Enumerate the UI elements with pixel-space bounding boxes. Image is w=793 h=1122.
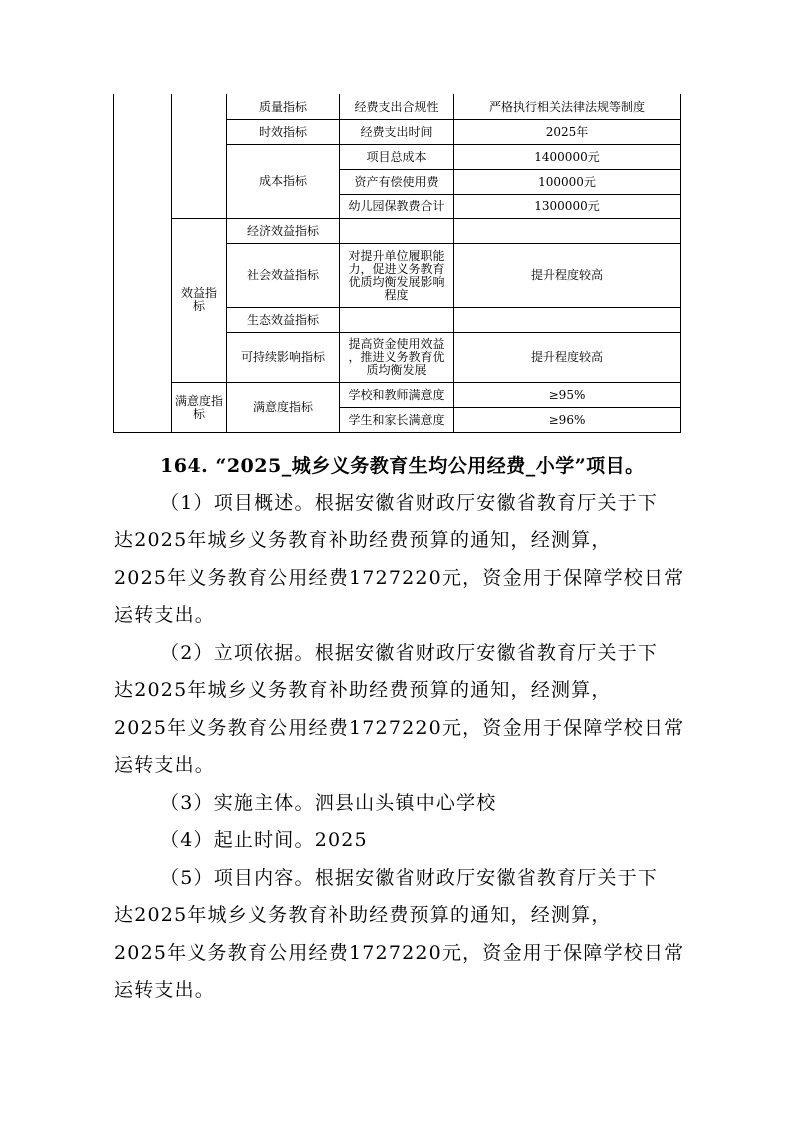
value-total-cost: 1400000元 <box>534 149 600 164</box>
sub-indicator-kindergarten-fee: 幼儿园保教费合计 <box>348 199 445 213</box>
indicator-economic: 经济效益指标 <box>246 223 319 238</box>
paragraph-line: 达2025年城乡义务教育补助经费预算的通知，经测算， <box>114 679 612 701</box>
paragraph-line: 2025年义务教育公用经费1727220元，资金用于保障学校日常 <box>114 717 685 739</box>
sub-indicator-economic <box>340 219 453 243</box>
value-ecological <box>454 308 680 332</box>
value-parent-satisfaction: ≥96% <box>548 412 586 427</box>
indicator-timeliness: 时效指标 <box>258 124 307 139</box>
value-teacher-satisfaction: ≥95% <box>548 387 586 402</box>
paragraph-line: 运转支出。 <box>114 604 216 626</box>
value-economic <box>454 219 680 243</box>
sub-indicator-teacher-satisfaction: 学校和教师满意度 <box>348 387 445 402</box>
value-kindergarten-fee: 1300000元 <box>534 199 600 213</box>
indicator-social: 社会效益指标 <box>246 268 319 282</box>
value-asset-fee: 100000元 <box>538 174 596 189</box>
sub-indicator-social-line: 力，促进义务教育 <box>348 261 445 276</box>
category-efficiency: 效益指标 <box>180 286 217 313</box>
sub-indicator-social-line: 优质均衡发展影响 <box>348 274 445 289</box>
value-social: 提升程度较高 <box>530 268 603 282</box>
indicator-satisfaction: 满意度指标 <box>252 400 313 414</box>
paragraph-line: （3）实施主体。泗县山头镇中心学校 <box>160 792 497 814</box>
sub-indicator-social-line: 程度 <box>384 287 409 302</box>
sub-indicator-quality: 经费支出合规性 <box>354 99 439 114</box>
paragraph-line: （4）起止时间。2025 <box>160 829 368 851</box>
paragraph-line: 运转支出。 <box>114 979 216 1001</box>
value-sustainable: 提升程度较高 <box>530 350 603 364</box>
sub-indicator-sustainable-line: 质均衡发展 <box>366 363 427 377</box>
sub-indicator-social <box>340 244 453 307</box>
sub-indicator-total-cost: 项目总成本 <box>366 149 427 164</box>
paragraph-line: （1）项目概述。根据安徽省财政厅安徽省教育厅关于下 <box>160 492 659 514</box>
paragraph-line: 达2025年城乡义务教育补助经费预算的通知，经测算， <box>114 529 612 551</box>
paragraph-line: 2025年义务教育公用经费1727220元，资金用于保障学校日常 <box>114 567 685 589</box>
sub-indicator-social-line: 对提升单位履职能 <box>348 248 445 263</box>
performance-indicator-table <box>0 0 793 440</box>
category-satisfaction: 满意度指标 <box>174 393 223 421</box>
paragraph-line: 2025年义务教育公用经费1727220元，资金用于保障学校日常 <box>114 942 685 964</box>
sub-indicator-asset-fee: 资产有偿使用费 <box>354 174 439 189</box>
indicator-quality: 质量指标 <box>258 99 307 114</box>
indicator-cost: 成本指标 <box>258 174 307 188</box>
value-quality: 严格执行相关法律法规等制度 <box>488 99 645 114</box>
paragraph-line: （5）项目内容。根据安徽省财政厅安徽省教育厅关于下 <box>160 867 659 889</box>
sub-indicator-sustainable-line: 提高资金使用效益 <box>348 337 445 351</box>
value-timeliness: 2025年 <box>545 124 589 139</box>
indicator-ecological: 生态效益指标 <box>246 312 319 327</box>
sub-indicator-timeliness: 经费支出时间 <box>360 124 433 139</box>
indicator-sustainable: 可持续影响指标 <box>240 350 325 364</box>
sub-indicator-sustainable <box>340 333 453 382</box>
sub-indicator-sustainable-line: ，推进义务教育优 <box>348 350 445 364</box>
sub-indicator-parent-satisfaction: 学生和家长满意度 <box>348 412 445 427</box>
paragraph-line: 达2025年城乡义务教育补助经费预算的通知，经测算， <box>114 904 612 926</box>
paragraph-line: （2）立项依据。根据安徽省财政厅安徽省教育厅关于下 <box>160 642 659 664</box>
project-heading: 164. “2025_城乡义务教育生均公用经费_小学”项目。 <box>160 455 645 477</box>
paragraph-line: 运转支出。 <box>114 754 216 776</box>
sub-indicator-ecological <box>340 308 453 332</box>
